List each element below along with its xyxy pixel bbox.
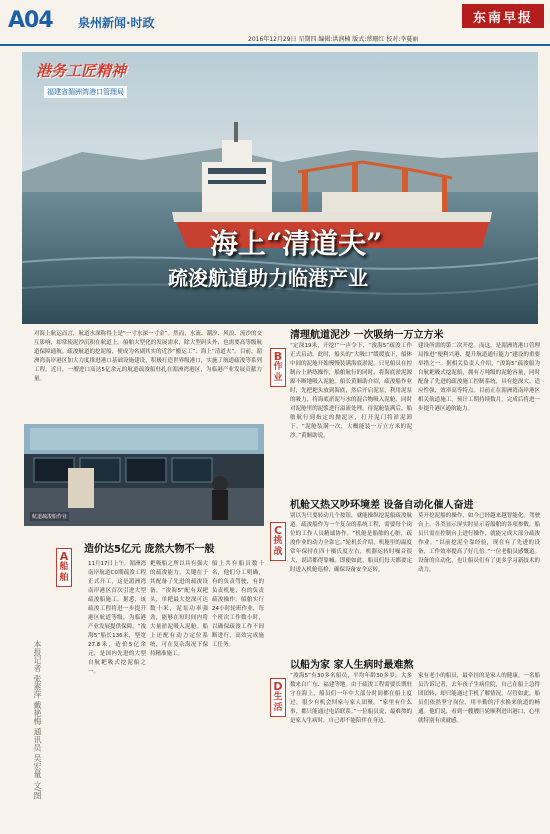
- issue-meta: 2016年12月29日 星期四 编辑:洪润楠 版式:蔡珊红 校对:李蔓丽: [248, 36, 419, 43]
- story-c-tag: [270, 522, 286, 561]
- sub-headline: 疏浚航道助力临港产业: [168, 266, 368, 290]
- main-headline: 海上“清道夫”: [210, 227, 383, 260]
- story-c-column-2: 莫开挖泥船的操作，如今已经越来越智能化。驾驶台上，各类显示屏实时显示着船舶的各项参数，船员只需在控制台上进行操作，就能完成大部分疏浚作业。“以前挖泥全靠经验，现在有了先进的设备，工作效率提高了好几倍。”一位老船员感慨道。设备的自动化，也让船员们有了更多学习新技术的动力。: [418, 513, 540, 573]
- campaign-logo-subtitle: 福建省湄洲湾港口管理局: [44, 86, 127, 98]
- campaign-logo-title: 港务工匠精神: [36, 62, 127, 80]
- story-c-title: 机舱又热又吵环境差 设备自动化催人奋进: [290, 500, 474, 511]
- story-a-title: 造价达5亿元 庞然大物不一般: [84, 544, 215, 555]
- logo-badge: [28, 60, 156, 108]
- page-number: A04: [8, 8, 53, 33]
- story-b-letter: B: [273, 350, 283, 363]
- story-b-column-1: “定深19米，开挖!”一声令下，“浚海5”疏浚工作正式启动。此时，船头的“大吸口”缓缓放下，船体中间的泥舱开始慢慢装满海底淤泥。只见船员在控制台上熟练操作，船舶航行的同时，将海底淤泥源源不断地吸入泥舱。船长黄顺助介绍，疏浚船作业时，先把耙头放到海底，然后开启泥泵，利用泥泵的吸力，将海底淤泥与水的混合物吸入泥舱，同时对泥舱里的泥浆进行溢流处理。待泥舱装满后，船舶航行到指定的抛泥区，打开泥门将淤泥卸下。“泥舱装满一次，大概能装一万立方米的泥沙。”黄顺助说。: [290, 343, 412, 439]
- story-a-letter: A: [59, 550, 69, 563]
- story-b-tag: [270, 348, 286, 387]
- story-c-column-1: 别以为只要转动几个按钮，就能操纵挖泥船疏浚航道。疏浚船作为一个复杂的系统工程，需要每个岗位的工作人员精诚协作。“机舱是船舶的心脏，疏浚作业的动力全靠它。”轮机长介绍，机舱里的温度常年保持在四十摄氏度左右，机器运转时噪音很大，说话都得靠喊。即便如此，船员们每天都要定时进入机舱巡检，确保设备安全运转。: [290, 513, 412, 573]
- story-a-column-1: 11月17日上午，湄洲湾南岸航道C0期疏浚工程正式开工，这是湄洲湾南岸港区首次引进大型疏浚船施工。据悉，该疏浚工程将进一步提升港区航道等级，为临港产业发展提供保障。“浚海5”船长136米，型宽27.8米，造价5亿余元，是国内先进的大型自航耙吸式挖泥船之一。: [88, 561, 146, 675]
- story-a-column-3: 船上共有船员数十名，他们分工明确，有的负责驾驶，有的负责机舱，有的负责疏浚操作。船舶实行24小时轮班作业，每个班次工作数小时，以确保疏浚工作不间断进行，高效完成施工任务。: [212, 561, 264, 648]
- story-c-letter: C: [273, 524, 283, 537]
- story-d-column-1: “浚海5”有30多名船员，平均年龄30多岁，大多数来自广东、福建等地。由于疏浚工程需要长期驻守在海上，船员们一年中大部分时间都在船上度过，很少有机会回家与家人团聚。“家里有什么事，都只能通过电话联系。”一位船员说，最难熬的是家人生病时，自己却不能陪伴在身边。: [290, 673, 412, 724]
- story-d-column-2: 家有老小的船员，最牵挂的是家人的健康。一名船员告诉记者，去年孩子生病住院，自己在船上急得团团转，却只能通过手机了解情况。尽管如此，船员们依然坚守岗位，用辛勤的汗水换来航道的畅通。他们说，看到一艘艘巨轮顺利进出港口，心里就特别有成就感。: [418, 673, 540, 724]
- story-b-title: 清理航道泥沙 一次吸纳一万立方米: [290, 330, 444, 341]
- bridge-illustration: [24, 424, 264, 526]
- story-d-tag: [270, 678, 286, 717]
- story-c-tag-word: 挑战: [273, 536, 283, 557]
- section-title: 泉州新闻·时政: [78, 16, 155, 30]
- intro-paragraph: 对海上航运而言，航道水深称得上是“一寸水深一寸金”。然而，水流、潮汐、风浪、流沙的交互影响，却常使泥沙沉积在航道上。船舶大型化的发展需求，除大型码头外，也需要高等级航道保障通航。疏浚航道的挖泥船，便成为名副其实的近沙“搬运工”、海上“清道夫”。目前，湄洲湾南岸港区加大力度推进港口基础设施建设，积极打造世界级港口，实施了航道疏浚等系列工程。近日，一艘进口高达5亿余元的航道疏浚船驻扎在湄洲湾港区，为临港产业发展贡献力量。: [34, 331, 262, 382]
- story-a-column-2: 耙吸船之所以具有强大的疏浚能力，关键在于其配备了先进的疏浚设备。“浚海5”配有双耙头，单耙最大挖深可达数十米，泥泵功率强劲，能够在短时间内将大量淤泥吸入泥舱。船上还配有动力定位系统，可在复杂海况下保持精准施工。: [150, 561, 208, 657]
- story-b-column-2: 建设所需的第二次开挖。而这，是湄洲湾港口管理局推进“便利兴港、提升航道通行能力”建设的重要举措之一。据相关负责人介绍，“浚海5”疏浚船为自航耙吸式挖泥船，拥有万吨级的泥舱容量，同时配备了先进的疏浚施工控制系统，具有挖深大、适应性强、效率高等特点。目前正在湄洲湾南岸港区相关航道施工，预计工期持续数月，完成后将进一步提升港区通航能力。: [418, 343, 540, 412]
- story-a-tag: [56, 548, 72, 587]
- story-d-tag-word: 生活: [273, 692, 283, 713]
- newspaper-masthead: 东南早报: [462, 4, 544, 28]
- story-d-letter: D: [273, 680, 283, 693]
- story-a-tag-word: 船舶: [59, 562, 69, 583]
- story-d-title: 以船为家 家人生病时最难熬: [290, 660, 414, 671]
- story-b-tag-word: 作业: [273, 362, 283, 383]
- bridge-photo-caption: 航道疏浚船作业: [32, 514, 68, 520]
- page-header: [0, 0, 550, 44]
- bridge-photo: [24, 424, 264, 526]
- byline-credit: 本报记者 张素萍 戴艳梅 通讯员 吴宏量 文/图: [33, 640, 42, 800]
- header-rule: [0, 44, 550, 46]
